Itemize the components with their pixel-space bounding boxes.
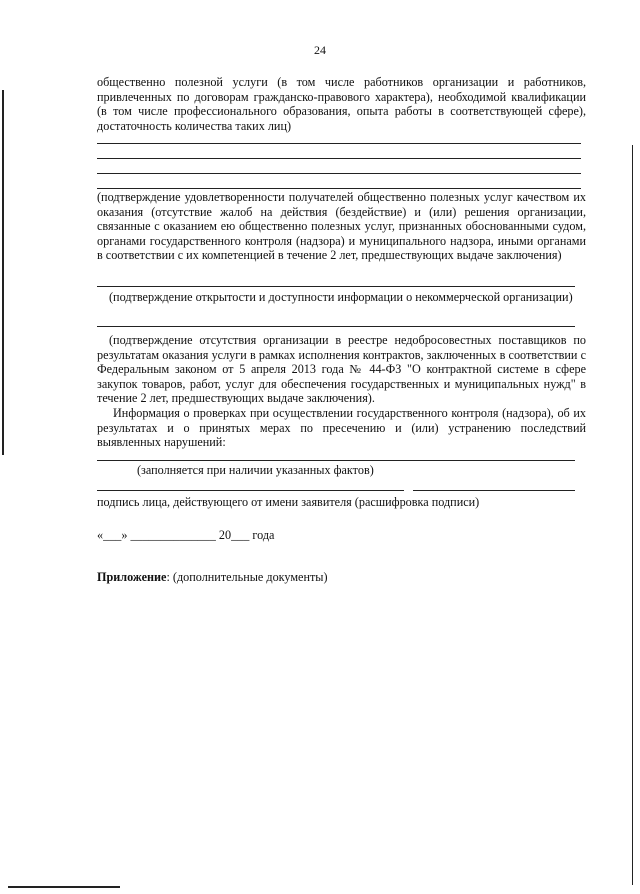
blank-line [97,460,575,461]
right-scan-edge [632,145,633,885]
intro-paragraph: общественно полезной услуги (в том числе работников организации и работников, привлеченных по договорам гражданско-правового характера), необходимой квалификации (в том числе профессионального образования, опыта работы в соответствующей сфере), достаточность количества таких лиц) [97,75,586,133]
blank-line [97,173,581,174]
blank-line [97,286,575,287]
left-scan-edge [2,90,4,455]
signature-decode-line [413,490,575,491]
attachment-label: Приложение [97,570,167,584]
signature-line [97,490,404,491]
inspections-paragraph: Информация о проверках при осуществлении государственного контроля (надзора), об их результатах и о принятых мерах по пресечению и (или) устранению последствий выявленных нарушений: [97,406,586,450]
bottom-scan-edge [8,886,120,888]
registry-paragraph: (подтверждение отсутствия организации в реестре недобросовестных поставщиков по результатам оказания услуги в рамках исполнения контрактов, заключенных в соответствии с Федеральным законом от 5 апреля 2013 года № 44-ФЗ "О контрактной системе в сфере закупок товаров, работ, услуг для обеспечения государственных и муниципальных нужд" в течение 2 лет, предшествующих выдаче заключения). [97,333,586,406]
signature-label: подпись лица, действующего от имени заявителя (расшифровка подписи) [97,495,480,509]
blank-line [97,188,581,189]
openness-paragraph: (подтверждение открытости и доступности информации о некоммерческой организации) [109,290,573,304]
fill-note: (заполняется при наличии указанных фактов) [137,463,374,477]
blank-line [97,143,581,144]
date-line: «___» ______________ 20___ года [97,528,275,542]
satisfaction-paragraph: (подтверждение удовлетворенности получателей общественно полезных услуг качеством их оказания (отсутствие жалоб на действия (бездействие) и (или) решения организации, связанные с оказанием ею общественно полезных услуг, признанных обоснованными судом, органами государственного контроля (надзора) и муниципального надзора, иными органами в соответствии с их компетенцией в течение 2 лет, предшествующих выдаче заключения) [97,190,586,263]
attachment-text: : (дополнительные документы) [166,570,328,584]
blank-line [97,326,575,327]
attachment-line [97,570,586,585]
page-number: 24 [314,43,326,57]
blank-line [97,158,581,159]
